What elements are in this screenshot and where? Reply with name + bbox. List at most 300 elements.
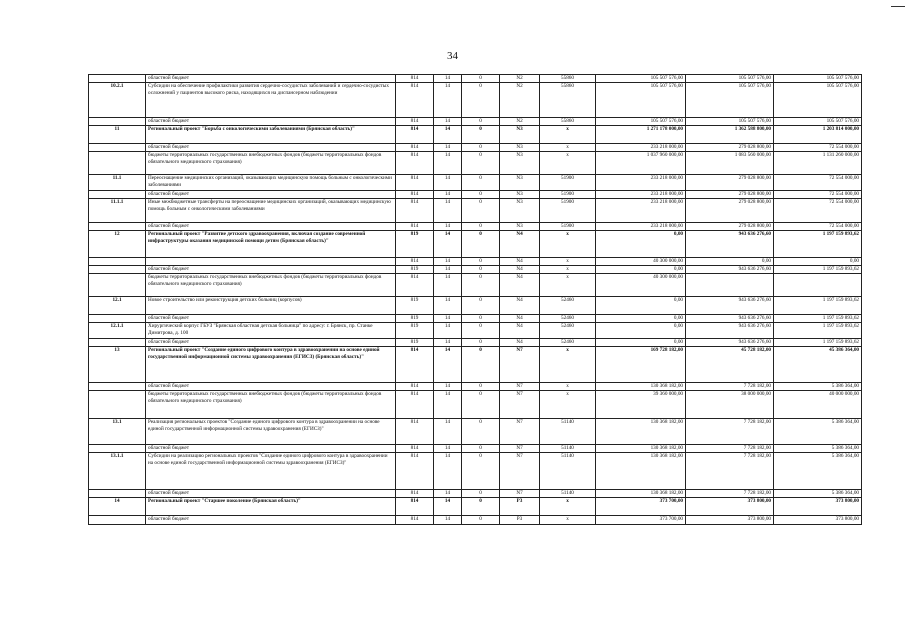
cell-y2: 943 636 276,60 xyxy=(686,339,774,347)
cell-y1: 130 368 182,00 xyxy=(596,445,686,453)
cell-csr: N3 xyxy=(500,175,540,191)
cell-adm: 814 xyxy=(396,274,434,297)
cell-y1: 0,00 xyxy=(596,323,686,339)
cell-name: Субсидии на обеспечение профилактики развития сердечно-сосудистых заболеваний и сердечно-сосудистых осложнений у пациентов высокого риска, находящихся на диспансерном наблюдении xyxy=(146,83,396,118)
cell-vr: 55860 xyxy=(540,75,596,83)
cell-name: Региональный проект "Борьба с онкологическими заболеваниями (Брянская область)" xyxy=(146,126,396,144)
cell-num: 13 xyxy=(89,347,146,383)
cell-adm: 819 xyxy=(396,297,434,315)
table-row xyxy=(89,315,862,323)
cell-pr: 0 xyxy=(462,490,500,498)
cell-rz: 14 xyxy=(434,223,462,231)
cell-rz: 14 xyxy=(434,152,462,175)
cell-rz: 14 xyxy=(434,199,462,223)
cell-pr: 0 xyxy=(462,175,500,191)
cell-y3: 72 554 000,00 xyxy=(774,175,862,191)
cell-pr: 0 xyxy=(462,231,500,258)
cell-adm: 814 xyxy=(396,144,434,152)
cell-rz: 14 xyxy=(434,258,462,266)
cell-pr: 0 xyxy=(462,144,500,152)
cell-name: областной бюджет xyxy=(146,339,396,347)
table-row xyxy=(89,118,862,126)
cell-y3: 72 554 000,00 xyxy=(774,199,862,223)
cell-vr: x xyxy=(540,498,596,516)
cell-y2: 7 728 182,00 xyxy=(686,445,774,453)
cell-name xyxy=(146,258,396,266)
cell-y3: 40 000 000,00 xyxy=(774,391,862,419)
cell-csr: N4 xyxy=(500,297,540,315)
cell-y1: 105 507 576,00 xyxy=(596,75,686,83)
cell-adm: 814 xyxy=(396,118,434,126)
cell-name: областной бюджет xyxy=(146,118,396,126)
cell-y2: 279 028 800,00 xyxy=(686,175,774,191)
cell-y2: 373 800,00 xyxy=(686,498,774,516)
cell-vr: x xyxy=(540,383,596,391)
cell-num: 13.1 xyxy=(89,419,146,445)
cell-y2: 0,00 xyxy=(686,258,774,266)
cell-y1: 40 300 000,00 xyxy=(596,258,686,266)
cell-csr: N4 xyxy=(500,231,540,258)
cell-num xyxy=(89,266,146,274)
cell-vr: x xyxy=(540,347,596,383)
cell-adm: 814 xyxy=(396,83,434,118)
cell-pr: 0 xyxy=(462,126,500,144)
cell-name: областной бюджет xyxy=(146,490,396,498)
cell-num: 11.1 xyxy=(89,175,146,191)
cell-y3: 5 386 364,00 xyxy=(774,490,862,498)
table-row xyxy=(89,274,862,297)
table-row xyxy=(89,223,862,231)
cell-y3: 1 197 159 893,62 xyxy=(774,231,862,258)
budget-table xyxy=(88,74,862,525)
cell-y2: 279 028 800,00 xyxy=(686,223,774,231)
cell-y2: 1 362 588 800,00 xyxy=(686,126,774,144)
cell-adm: 814 xyxy=(396,347,434,383)
cell-pr: 0 xyxy=(462,191,500,199)
cell-adm: 814 xyxy=(396,498,434,516)
cell-vr: x xyxy=(540,152,596,175)
cell-pr: 0 xyxy=(462,223,500,231)
cell-vr: 51900 xyxy=(540,199,596,223)
cell-pr: 0 xyxy=(462,516,500,525)
cell-num: 14 xyxy=(89,498,146,516)
cell-y3: 5 386 364,00 xyxy=(774,445,862,453)
cell-adm: 819 xyxy=(396,266,434,274)
cell-csr: N4 xyxy=(500,274,540,297)
cell-y3: 373 800,00 xyxy=(774,516,862,525)
cell-csr: N7 xyxy=(500,490,540,498)
cell-num xyxy=(89,339,146,347)
table-row xyxy=(89,391,862,419)
cell-y1: 1 037 960 000,00 xyxy=(596,152,686,175)
cell-vr: 51900 xyxy=(540,191,596,199)
cell-csr: N7 xyxy=(500,445,540,453)
cell-name: бюджеты территориальных государственных внебюджетных фондов (бюджеты территориальных фондов обязательного медицинского страхования) xyxy=(146,274,396,297)
table-row xyxy=(89,126,862,144)
cell-y2: 943 636 276,60 xyxy=(686,266,774,274)
cell-y3: 72 554 000,00 xyxy=(774,191,862,199)
cell-y3: 45 386 364,00 xyxy=(774,347,862,383)
table-row xyxy=(89,516,862,525)
cell-rz: 14 xyxy=(434,347,462,383)
cell-y3: 1 197 159 893,62 xyxy=(774,297,862,315)
cell-num xyxy=(89,516,146,525)
cell-name: областной бюджет xyxy=(146,223,396,231)
cell-adm: 814 xyxy=(396,383,434,391)
page-edge-mark xyxy=(891,0,905,7)
cell-num xyxy=(89,258,146,266)
cell-adm: 814 xyxy=(396,75,434,83)
cell-num xyxy=(89,191,146,199)
cell-csr: N4 xyxy=(500,323,540,339)
cell-vr: 51140 xyxy=(540,453,596,490)
cell-y3: 5 386 364,00 xyxy=(774,453,862,490)
cell-name: Хирургический корпус ГБУЗ "Брянская областная детская больница" по адресу: г. Брянск, пр. Станке Димитрова, д. 100 xyxy=(146,323,396,339)
cell-y1: 1 271 178 000,00 xyxy=(596,126,686,144)
cell-vr: 52460 xyxy=(540,315,596,323)
table-row xyxy=(89,490,862,498)
cell-rz: 14 xyxy=(434,191,462,199)
table-row xyxy=(89,323,862,339)
cell-adm: 814 xyxy=(396,419,434,445)
cell-adm: 814 xyxy=(396,391,434,419)
cell-num: 12.1.1 xyxy=(89,323,146,339)
cell-adm: 814 xyxy=(396,445,434,453)
cell-name: областной бюджет xyxy=(146,516,396,525)
table-row xyxy=(89,445,862,453)
cell-name: Переоснащение медицинских организаций, оказывающих медицинскую помощь больным с онкологическими заболеваниями xyxy=(146,175,396,191)
table-row xyxy=(89,144,862,152)
cell-y2: 279 028 800,00 xyxy=(686,191,774,199)
cell-num: 12 xyxy=(89,231,146,258)
cell-pr: 0 xyxy=(462,391,500,419)
cell-rz: 14 xyxy=(434,231,462,258)
cell-rz: 14 xyxy=(434,323,462,339)
cell-pr: 0 xyxy=(462,258,500,266)
cell-num: 11.1.1 xyxy=(89,199,146,223)
cell-adm: 819 xyxy=(396,339,434,347)
cell-adm: 814 xyxy=(396,258,434,266)
cell-csr: N3 xyxy=(500,191,540,199)
cell-rz: 14 xyxy=(434,498,462,516)
cell-y1: 233 218 000,00 xyxy=(596,199,686,223)
cell-y2: 279 028 800,00 xyxy=(686,144,774,152)
cell-pr: 0 xyxy=(462,152,500,175)
cell-y2: 7 728 182,00 xyxy=(686,419,774,445)
cell-num xyxy=(89,75,146,83)
cell-name: Иные межбюджетные трансферты на переоснащение медицинских организаций, оказывающих медицинскую помощь больным с онкологическими заболеваниями xyxy=(146,199,396,223)
cell-y1: 233 218 000,00 xyxy=(596,223,686,231)
cell-vr: 55860 xyxy=(540,118,596,126)
cell-rz: 14 xyxy=(434,339,462,347)
cell-y1: 0,00 xyxy=(596,266,686,274)
cell-y3: 5 386 364,00 xyxy=(774,419,862,445)
cell-rz: 14 xyxy=(434,490,462,498)
cell-y2: 943 636 276,60 xyxy=(686,297,774,315)
cell-vr: 51140 xyxy=(540,419,596,445)
cell-y2: 279 028 800,00 xyxy=(686,199,774,223)
cell-name: Реализация региональных проектов "Создание единого цифрового контура в здравоохранении на основе единой государственной информационной системы здравоохранения (ЕГИСЗ)" xyxy=(146,419,396,445)
cell-num: 13.1.1 xyxy=(89,453,146,490)
cell-y3: 0,00 xyxy=(774,258,862,266)
cell-y1: 373 700,00 xyxy=(596,516,686,525)
cell-y1: 130 368 182,00 xyxy=(596,419,686,445)
cell-vr: x xyxy=(540,516,596,525)
cell-y2: 943 636 276,60 xyxy=(686,231,774,258)
cell-name: областной бюджет xyxy=(146,191,396,199)
cell-rz: 14 xyxy=(434,445,462,453)
cell-csr: N3 xyxy=(500,126,540,144)
table-row xyxy=(89,297,862,315)
cell-name: Новое строительство или реконструкция детских больниц (корпусов) xyxy=(146,297,396,315)
cell-y3: 72 554 000,00 xyxy=(774,223,862,231)
cell-name: областной бюджет xyxy=(146,383,396,391)
cell-y3: 1 197 159 893,62 xyxy=(774,266,862,274)
cell-adm: 819 xyxy=(396,315,434,323)
cell-y3: 373 800,00 xyxy=(774,498,862,516)
cell-adm: 819 xyxy=(396,323,434,339)
cell-rz: 14 xyxy=(434,126,462,144)
cell-num xyxy=(89,383,146,391)
cell-csr: N2 xyxy=(500,75,540,83)
cell-rz: 14 xyxy=(434,391,462,419)
cell-y3: 1 131 260 000,00 xyxy=(774,152,862,175)
cell-y2: 38 000 000,00 xyxy=(686,391,774,419)
cell-num xyxy=(89,490,146,498)
cell-rz: 14 xyxy=(434,83,462,118)
cell-y3: 1 197 159 893,62 xyxy=(774,323,862,339)
cell-y2: 7 728 182,00 xyxy=(686,490,774,498)
cell-csr: N7 xyxy=(500,383,540,391)
cell-name: областной бюджет xyxy=(146,75,396,83)
cell-num xyxy=(89,445,146,453)
cell-rz: 14 xyxy=(434,144,462,152)
table-row xyxy=(89,175,862,191)
cell-y2: 943 636 276,60 xyxy=(686,323,774,339)
cell-adm: 814 xyxy=(396,199,434,223)
cell-y1: 40 300 000,00 xyxy=(596,274,686,297)
cell-pr: 0 xyxy=(462,419,500,445)
cell-pr: 0 xyxy=(462,274,500,297)
cell-pr: 0 xyxy=(462,75,500,83)
cell-y1: 233 218 000,00 xyxy=(596,175,686,191)
cell-csr: N4 xyxy=(500,258,540,266)
cell-y1: 130 368 182,00 xyxy=(596,383,686,391)
cell-rz: 14 xyxy=(434,266,462,274)
cell-rz: 14 xyxy=(434,516,462,525)
cell-rz: 14 xyxy=(434,383,462,391)
cell-adm: 814 xyxy=(396,175,434,191)
cell-y2: 7 728 182,00 xyxy=(686,453,774,490)
cell-csr: P3 xyxy=(500,498,540,516)
cell-y1: 130 368 182,00 xyxy=(596,490,686,498)
cell-num: 12.1 xyxy=(89,297,146,315)
table-row xyxy=(89,266,862,274)
cell-name: бюджеты территориальных государственных внебюджетных фондов (бюджеты территориальных фондов обязательного медицинского страхования) xyxy=(146,391,396,419)
table-row xyxy=(89,258,862,266)
cell-y2: 1 083 560 000,00 xyxy=(686,152,774,175)
cell-rz: 14 xyxy=(434,419,462,445)
cell-y1: 130 368 182,00 xyxy=(596,453,686,490)
cell-adm: 814 xyxy=(396,126,434,144)
cell-num xyxy=(89,152,146,175)
cell-vr: 52460 xyxy=(540,323,596,339)
table-row xyxy=(89,498,862,516)
cell-name: бюджеты территориальных государственных внебюджетных фондов (бюджеты территориальных фондов обязательного медицинского страхования) xyxy=(146,152,396,175)
cell-adm: 814 xyxy=(396,223,434,231)
cell-y1: 0,00 xyxy=(596,339,686,347)
cell-y1: 233 218 000,00 xyxy=(596,144,686,152)
cell-num xyxy=(89,274,146,297)
cell-y3: 1 203 814 000,00 xyxy=(774,126,862,144)
cell-csr: N7 xyxy=(500,391,540,419)
cell-y2: 943 636 276,60 xyxy=(686,315,774,323)
budget-table-container xyxy=(88,74,861,525)
cell-rz: 14 xyxy=(434,453,462,490)
cell-y1: 105 507 576,00 xyxy=(596,83,686,118)
cell-num: 10.2.1 xyxy=(89,83,146,118)
cell-name: Региональный проект "Создание единого цифрового контура в здравоохранении на основе единой государственной информационной системы здравоохранения (ЕГИСЗ) (Брянская область)" xyxy=(146,347,396,383)
cell-vr: x xyxy=(540,274,596,297)
cell-adm: 814 xyxy=(396,191,434,199)
cell-vr: 51140 xyxy=(540,445,596,453)
cell-pr: 0 xyxy=(462,118,500,126)
cell-y3: 5 386 364,00 xyxy=(774,383,862,391)
cell-csr: N7 xyxy=(500,453,540,490)
cell-pr: 0 xyxy=(462,383,500,391)
cell-pr: 0 xyxy=(462,323,500,339)
cell-csr: N7 xyxy=(500,419,540,445)
cell-vr: 51900 xyxy=(540,223,596,231)
cell-y2: 105 507 576,00 xyxy=(686,118,774,126)
cell-name: областной бюджет xyxy=(146,144,396,152)
cell-adm: 819 xyxy=(396,231,434,258)
table-row xyxy=(89,152,862,175)
cell-y3 xyxy=(774,274,862,297)
cell-adm: 814 xyxy=(396,453,434,490)
cell-pr: 0 xyxy=(462,83,500,118)
cell-adm: 814 xyxy=(396,516,434,525)
cell-name: Субсидии на реализацию региональных проектов "Создание единого цифрового контура в здравоохранении на основе единой государственной информационной системы здравоохранения (ЕГИСЗ)" xyxy=(146,453,396,490)
cell-pr: 0 xyxy=(462,347,500,383)
cell-name: Региональный проект "Старшее поколение (Брянская область)" xyxy=(146,498,396,516)
table-row xyxy=(89,347,862,383)
cell-pr: 0 xyxy=(462,297,500,315)
cell-y1: 39 360 000,00 xyxy=(596,391,686,419)
cell-y3: 72 554 000,00 xyxy=(774,144,862,152)
cell-y3: 1 197 159 893,62 xyxy=(774,315,862,323)
cell-csr: N3 xyxy=(500,152,540,175)
table-row xyxy=(89,83,862,118)
cell-vr: 52460 xyxy=(540,297,596,315)
cell-pr: 0 xyxy=(462,445,500,453)
cell-rz: 14 xyxy=(434,274,462,297)
cell-y1: 169 728 182,00 xyxy=(596,347,686,383)
cell-csr: N3 xyxy=(500,144,540,152)
cell-y1: 0,00 xyxy=(596,231,686,258)
cell-adm: 814 xyxy=(396,152,434,175)
cell-name: областной бюджет xyxy=(146,266,396,274)
cell-name: областной бюджет xyxy=(146,445,396,453)
cell-vr: x xyxy=(540,126,596,144)
table-row xyxy=(89,383,862,391)
cell-num xyxy=(89,223,146,231)
cell-num xyxy=(89,144,146,152)
cell-pr: 0 xyxy=(462,339,500,347)
cell-csr: N4 xyxy=(500,266,540,274)
cell-num xyxy=(89,391,146,419)
cell-rz: 14 xyxy=(434,75,462,83)
cell-y2: 105 507 576,00 xyxy=(686,75,774,83)
cell-adm: 814 xyxy=(396,490,434,498)
cell-rz: 14 xyxy=(434,175,462,191)
cell-y3: 105 507 576,00 xyxy=(774,75,862,83)
cell-vr: x xyxy=(540,144,596,152)
cell-y3: 105 507 576,00 xyxy=(774,118,862,126)
table-row xyxy=(89,75,862,83)
cell-num xyxy=(89,315,146,323)
cell-y3: 1 197 159 893,62 xyxy=(774,339,862,347)
cell-vr: x xyxy=(540,391,596,419)
cell-y1: 373 700,00 xyxy=(596,498,686,516)
cell-pr: 0 xyxy=(462,266,500,274)
cell-y1: 0,00 xyxy=(596,297,686,315)
cell-vr: 51140 xyxy=(540,490,596,498)
page-number: 34 xyxy=(447,50,458,62)
cell-pr: 0 xyxy=(462,315,500,323)
cell-csr: N4 xyxy=(500,315,540,323)
cell-num xyxy=(89,118,146,126)
cell-name: областной бюджет xyxy=(146,315,396,323)
table-row xyxy=(89,419,862,445)
cell-rz: 14 xyxy=(434,315,462,323)
cell-y2 xyxy=(686,274,774,297)
table-row xyxy=(89,231,862,258)
table-row xyxy=(89,339,862,347)
cell-name: Региональный проект "Развитие детского здравоохранения, включая создание современной инфраструктуры оказания медицинской помощи детям (Брянская область)" xyxy=(146,231,396,258)
cell-pr: 0 xyxy=(462,498,500,516)
cell-csr: P3 xyxy=(500,516,540,525)
cell-num: 11 xyxy=(89,126,146,144)
cell-vr: 51900 xyxy=(540,175,596,191)
table-row xyxy=(89,199,862,223)
cell-csr: N3 xyxy=(500,223,540,231)
cell-pr: 0 xyxy=(462,453,500,490)
cell-vr: x xyxy=(540,231,596,258)
cell-rz: 14 xyxy=(434,297,462,315)
cell-csr: N7 xyxy=(500,347,540,383)
cell-vr: x xyxy=(540,258,596,266)
table-row xyxy=(89,191,862,199)
cell-y1: 233 218 000,00 xyxy=(596,191,686,199)
cell-csr: N3 xyxy=(500,199,540,223)
cell-y3: 105 507 576,00 xyxy=(774,83,862,118)
cell-vr: x xyxy=(540,266,596,274)
table-row xyxy=(89,453,862,490)
cell-y1: 105 507 576,00 xyxy=(596,118,686,126)
cell-y2: 7 728 182,00 xyxy=(686,383,774,391)
cell-csr: N2 xyxy=(500,83,540,118)
cell-y2: 105 507 576,00 xyxy=(686,83,774,118)
cell-vr: 52460 xyxy=(540,339,596,347)
cell-csr: N4 xyxy=(500,339,540,347)
cell-y1: 0,00 xyxy=(596,315,686,323)
cell-y2: 373 800,00 xyxy=(686,516,774,525)
cell-y2: 45 728 182,00 xyxy=(686,347,774,383)
cell-rz: 14 xyxy=(434,118,462,126)
cell-csr: N2 xyxy=(500,118,540,126)
cell-pr: 0 xyxy=(462,199,500,223)
